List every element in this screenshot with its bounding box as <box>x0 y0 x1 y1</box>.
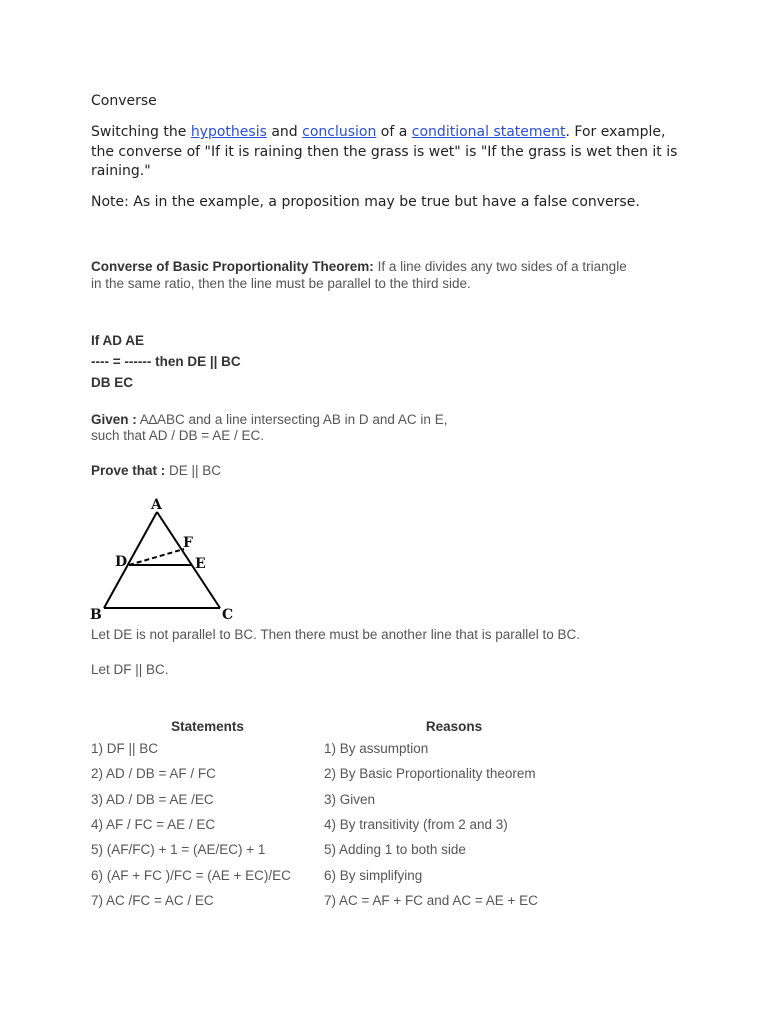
prove-label: Prove that : <box>91 463 166 478</box>
statements-header: Statements <box>171 718 244 734</box>
reason-cell: 6) By simplifying <box>324 867 423 883</box>
table-row <box>91 761 584 786</box>
theorem-line-2: in the same ratio, then the line must be parallel to the third side. <box>91 276 471 291</box>
table-row <box>91 862 584 887</box>
definition-line-3: raining." <box>91 163 151 179</box>
definition-text: of a <box>376 124 412 140</box>
reason-cell: 4) By transitivity (from 2 and 3) <box>324 817 508 833</box>
ratio-line-3: DB EC <box>91 375 134 390</box>
theorem-title: Converse of Basic Proportionality Theorem: <box>91 259 374 274</box>
theorem-text: If a line divides any two sides of a triangle <box>373 259 627 274</box>
label-f: F <box>183 535 193 551</box>
page-heading: Converse <box>91 93 157 109</box>
reason-cell: 2) By Basic Proportionality theorem <box>324 766 536 782</box>
definition-text: . For example, <box>565 124 666 140</box>
table-row <box>91 837 584 862</box>
statement-cell: 5) (AF/FC) + 1 = (AE/EC) + 1 <box>91 842 266 858</box>
definition-line-2: the converse of "If it is raining then the grass is wet" is "If the grass is wet then it is <box>91 144 678 160</box>
reason-cell: 7) AC = AF + FC and AC = AE + EC <box>324 892 538 908</box>
table-row <box>91 812 584 837</box>
statement-cell: 1) DF || BC <box>91 741 159 757</box>
label-b: B <box>90 607 102 623</box>
given-line-1 <box>91 412 447 429</box>
table-row <box>91 888 584 913</box>
hypothesis-link[interactable]: hypothesis <box>190 124 267 140</box>
prove-line <box>91 463 221 480</box>
ratio-line-2: ---- = ------ then DE || BC <box>91 354 241 369</box>
ratio-line-1: If AD AE <box>91 333 144 348</box>
proof-table <box>91 716 584 913</box>
theorem-line-1 <box>91 259 627 276</box>
statement-cell: 2) AD / DB = AF / FC <box>91 766 216 782</box>
triangle-figure <box>88 494 248 624</box>
reason-cell: 3) Given <box>324 791 376 807</box>
proof-header-row <box>91 716 584 736</box>
table-row <box>91 736 584 761</box>
reasons-header: Reasons <box>425 718 483 734</box>
given-label: Given : <box>91 412 137 427</box>
reason-cell: 1) By assumption <box>324 741 429 757</box>
conditional-statement-link[interactable]: conditional statement <box>411 124 566 140</box>
let-line-2: Let DF || BC. <box>91 662 169 677</box>
given-line-2: such that AD / DB = AE / EC. <box>91 428 264 443</box>
let-line-1: Let DE is not parallel to BC. Then there must be another line that is parallel to BC. <box>91 627 581 642</box>
label-e: E <box>195 556 206 572</box>
given-text: A∆ABC and a line intersecting AB in D and AC in E, <box>136 412 448 427</box>
side-ac <box>157 512 220 608</box>
note-text: Note: As in the example, a proposition may be true but have a false converse. <box>91 194 640 210</box>
prove-text: DE || BC <box>165 463 222 478</box>
label-a: A <box>151 497 162 513</box>
definition-line-1 <box>91 123 665 142</box>
table-row <box>91 787 584 812</box>
definition-text: and <box>266 124 303 140</box>
conclusion-link[interactable]: conclusion <box>302 124 377 140</box>
definition-text: Switching the <box>91 124 191 140</box>
reason-cell: 5) Adding 1 to both side <box>324 842 466 858</box>
statement-cell: 6) (AF + FC )/FC = (AE + EC)/EC <box>91 867 291 883</box>
segment-df <box>129 549 184 565</box>
label-c: C <box>222 607 234 623</box>
label-d: D <box>115 554 128 570</box>
statement-cell: 7) AC /FC = AC / EC <box>91 892 214 908</box>
statement-cell: 3) AD / DB = AE /EC <box>91 791 214 807</box>
statement-cell: 4) AF / FC = AE / EC <box>91 817 216 833</box>
